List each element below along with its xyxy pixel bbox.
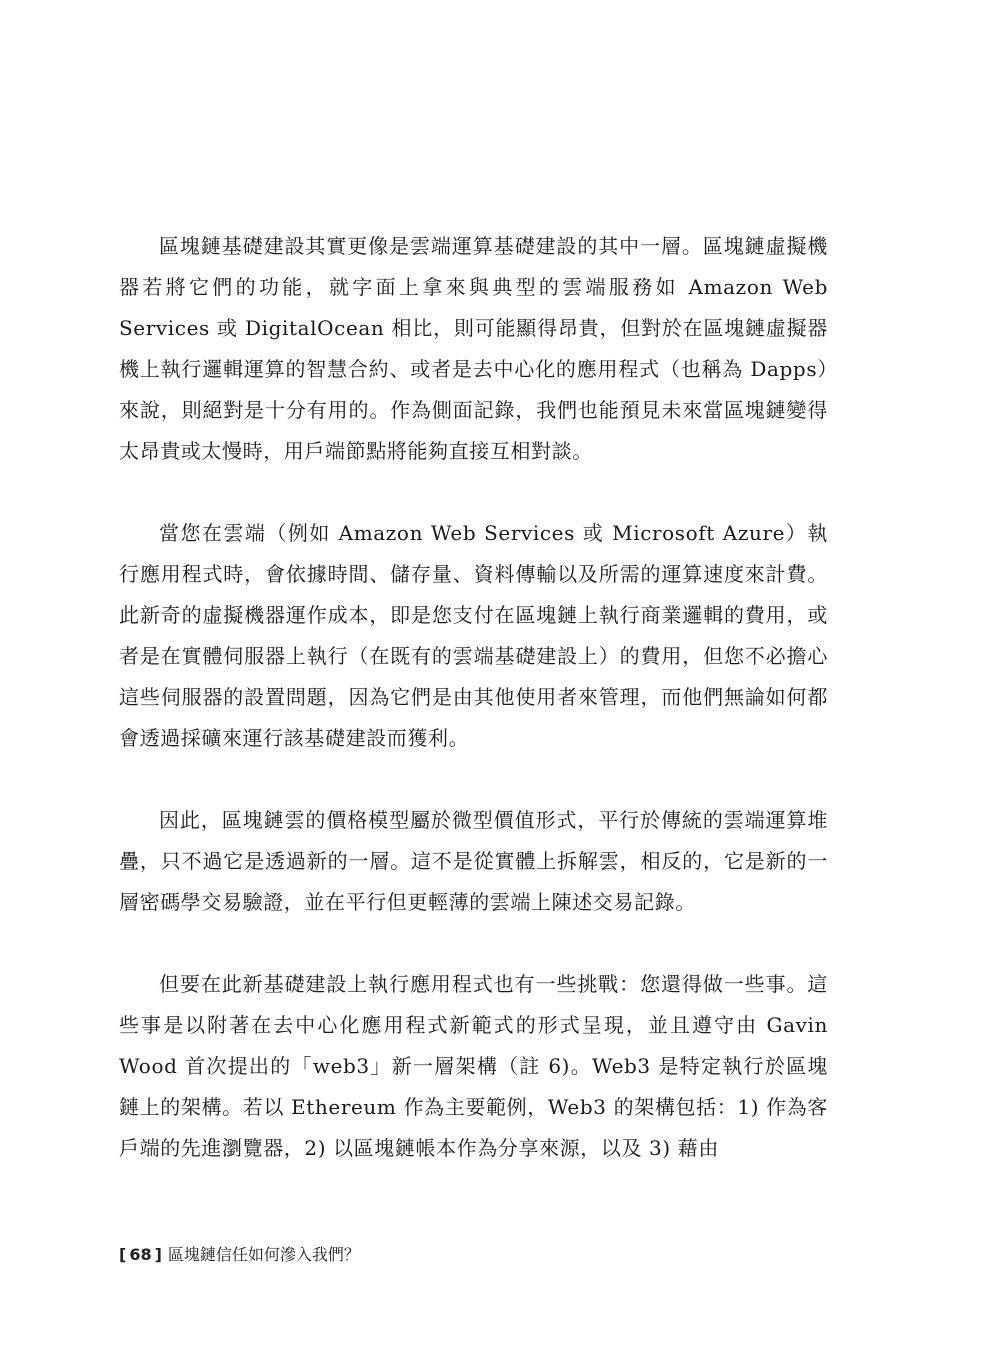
body-text: [119, 226, 828, 1169]
page-footer: [119, 1244, 360, 1266]
paragraph: 區塊鏈基礎建設其實更像是雲端運算基礎建設的其中一層。區塊鏈虛擬機器若將它們的功能，就字面上拿來與典型的雲端服務如 Amazon Web Services 或 DigitalOcean 相比，則可能顯得昂貴，但對於在區塊鏈虛擬器機上執行邏輯運算的智慧合約、或者是去中心化的應用程式（也稱為 Dapps）來說，則絕對是十分有用的。作為側面記錄，我們也能預見未來當區塊鏈變得太昂貴或太慢時，用戶端節點將能夠直接互相對談。: [119, 234, 828, 463]
paragraph: 因此，區塊鏈雲的價格模型屬於微型價值形式，平行於傳統的雲端運算堆疊，只不過它是透過新的一層。這不是從實體上拆解雲，相反的，它是新的一層密碼學交易驗證，並在平行但更輕薄的雲端上陳述交易記錄。: [119, 808, 828, 914]
paragraph: 當您在雲端（例如 Amazon Web Services 或 Microsoft Azure）執行應用程式時，會依據時間、儲存量、資料傳輸以及所需的運算速度來計費。此新奇的虛擬機器運作成本，即是您支付在區塊鏈上執行商業邏輯的費用，或者是在實體伺服器上執行（在既有的雲端基礎建設上）的費用，但您不必擔心這些伺服器的設置問題，因為它們是由其他使用者來管理，而他們無論如何都會透過採礦來運行該基礎建設而獲利。: [119, 521, 828, 750]
footer-open-bracket: [: [119, 1245, 127, 1264]
page-number: 68: [129, 1245, 152, 1264]
running-title: 區塊鏈信任如何滲入我們？: [167, 1245, 360, 1264]
paragraph: 但要在此新基礎建設上執行應用程式也有一些挑戰：您還得做一些事。這些事是以附著在去中心化應用程式新範式的形式呈現，並且遵守由 Gavin Wood 首次提出的「web3」新一層架構（註 6)。Web3 是特定執行於區塊鏈上的架構。若以 Ethereum 作為主要範例，Web3 的架構包括：1) 作為客戶端的先進瀏覽器，2) 以區塊鏈帳本作為分享來源，以及 3) 藉由: [119, 972, 828, 1160]
footer-close-bracket: ]: [154, 1245, 162, 1264]
